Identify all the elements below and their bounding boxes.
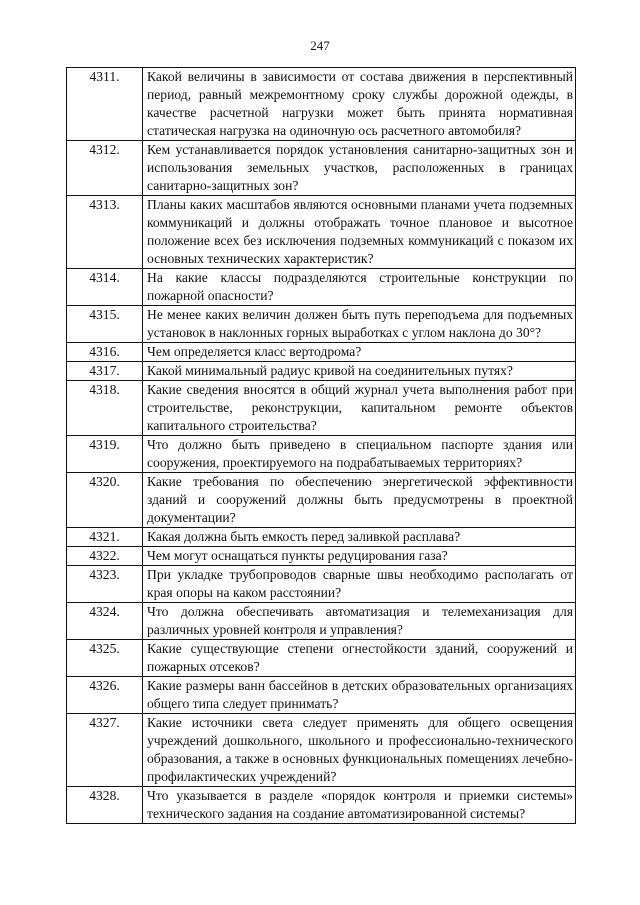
question-text: Планы каких масштабов являются основными планами учета подземных коммуникаций и должны отображать точное плановое и высотное положение всех без исключения подземных коммуникаций с показом их основных технических характеристик? [143,196,576,269]
table-row [67,269,576,306]
question-text: Какие существующие степени огнестойкости зданий, сооружений и пожарных отсеков? [143,640,576,677]
question-number: 4323. [67,566,143,603]
question-text: Какие требования по обеспечению энергетической эффективности зданий и сооружений должны быть предусмотрены в проектной документации? [143,473,576,528]
question-number: 4317. [67,362,143,381]
question-number: 4312. [67,141,143,196]
question-text: При укладке трубопроводов сварные швы необходимо располагать от края опоры на каком расстоянии? [143,566,576,603]
table-row [67,787,576,824]
question-number: 4318. [67,381,143,436]
table-row [67,677,576,714]
table-row [67,566,576,603]
table-row [67,343,576,362]
question-number: 4319. [67,436,143,473]
question-text: Какие размеры ванн бассейнов в детских образовательных организациях общего типа следует принимать? [143,677,576,714]
question-number: 4316. [67,343,143,362]
table-row [67,640,576,677]
questions-table [66,67,576,824]
table-row [67,381,576,436]
question-number: 4313. [67,196,143,269]
question-text: Какой величины в зависимости от состава движения в перспективный период, равный межремонтному сроку службы дорожной одежды, в качестве расчетной нагрузки может быть принята нормативная статическая нагрузка на одиночную ось расчетного автомобиля? [143,68,576,141]
question-text: Чем определяется класс вертодрома? [143,343,576,362]
table-row [67,436,576,473]
question-text: Что должно быть приведено в специальном паспорте здания или сооружения, проектируемого на подрабатываемых территориях? [143,436,576,473]
table-row [67,362,576,381]
question-number: 4321. [67,528,143,547]
question-text: Чем могут оснащаться пункты редуцирования газа? [143,547,576,566]
page-number: 247 [310,38,330,53]
question-number: 4322. [67,547,143,566]
question-number: 4326. [67,677,143,714]
question-text: Какие источники света следует применять для общего освещения учреждений дошкольного, школьного и профессионально-технического образования, а также в основных функциональных помещениях лечебно-профилактических учреждений? [143,714,576,787]
question-text: На какие классы подразделяются строительные конструкции по пожарной опасности? [143,269,576,306]
question-text: Кем устанавливается порядок установления санитарно-защитных зон и использования земельных участков, расположенных в границах санитарно-защитных зон? [143,141,576,196]
question-number: 4325. [67,640,143,677]
question-number: 4314. [67,269,143,306]
table-row [67,141,576,196]
question-text: Не менее каких величин должен быть путь переподъема для подъемных установок в наклонных горных выработках с углом наклона до 30°? [143,306,576,343]
table-row [67,714,576,787]
table-row [67,68,576,141]
question-number: 4315. [67,306,143,343]
table-row [67,603,576,640]
question-number: 4320. [67,473,143,528]
question-text: Какая должна быть емкость перед заливкой расплава? [143,528,576,547]
question-number: 4328. [67,787,143,824]
table-row [67,528,576,547]
table-row [67,306,576,343]
table-row [67,196,576,269]
question-number: 4327. [67,714,143,787]
table-row [67,473,576,528]
questions-table-body [67,68,576,824]
question-text: Какой минимальный радиус кривой на соединительных путях? [143,362,576,381]
question-text: Что должна обеспечивать автоматизация и телемеханизация для различных уровней контроля и управления? [143,603,576,640]
table-row [67,547,576,566]
question-number: 4324. [67,603,143,640]
question-text: Что указывается в разделе «порядок контроля и приемки системы» технического задания на создание автоматизированной системы? [143,787,576,824]
question-number: 4311. [67,68,143,141]
question-text: Какие сведения вносятся в общий журнал учета выполнения работ при строительстве, реконструкции, капитальном ремонте объектов капитального строительства? [143,381,576,436]
